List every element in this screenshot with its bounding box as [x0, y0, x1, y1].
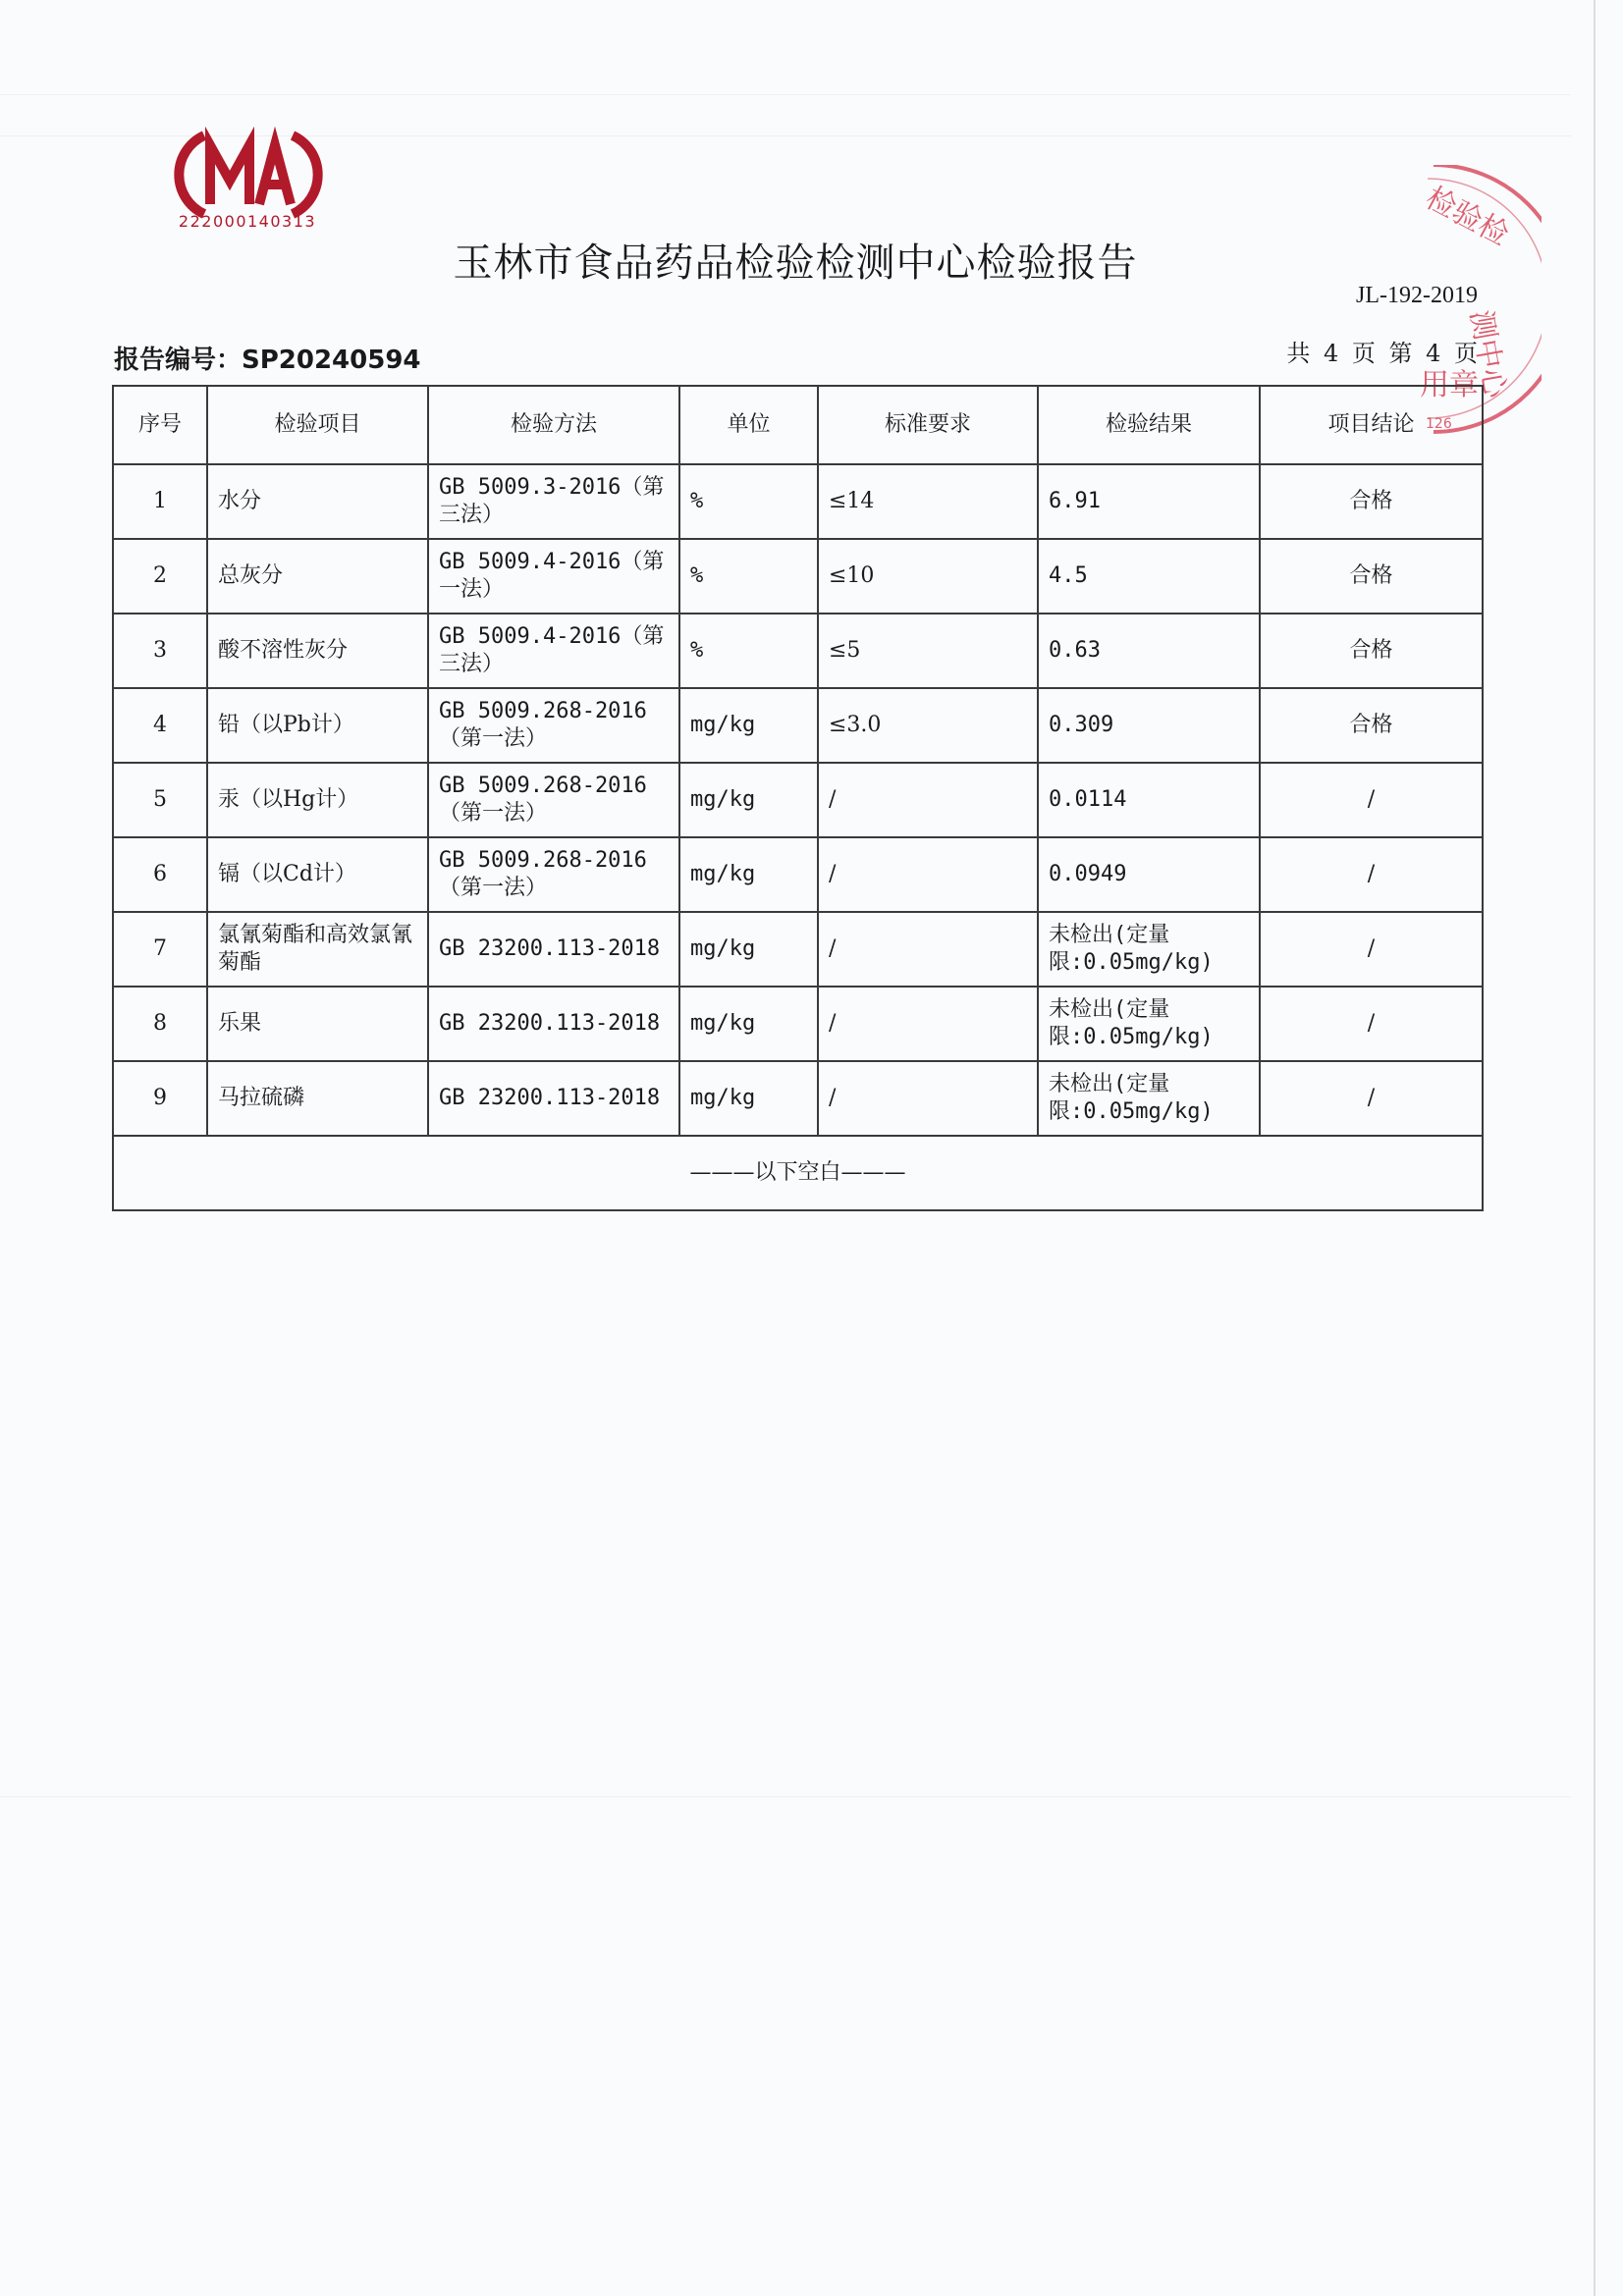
scan-artifact-line: [0, 94, 1571, 95]
cell-standard: ≤14: [818, 464, 1038, 539]
cell-item: 铅（以Pb计）: [207, 688, 428, 763]
cell-unit: %: [679, 539, 818, 614]
cell-method: GB 5009.268-2016（第一法）: [428, 763, 679, 837]
cell-conclusion: 合格: [1260, 464, 1483, 539]
cma-number: 222000140313: [178, 212, 317, 231]
cell-no: 1: [113, 464, 207, 539]
cell-result: 4.5: [1038, 539, 1260, 614]
cell-method: GB 5009.268-2016（第一法）: [428, 688, 679, 763]
page-info: 共 4 页 第 4 页: [1286, 340, 1478, 367]
cell-unit: mg/kg: [679, 837, 818, 912]
cell-result: 未检出(定量限:0.05mg/kg): [1038, 987, 1260, 1061]
table-row: [113, 688, 1483, 763]
cell-result: 未检出(定量限:0.05mg/kg): [1038, 912, 1260, 987]
cell-standard: /: [818, 837, 1038, 912]
cell-conclusion: /: [1260, 763, 1483, 837]
header-item: 检验项目: [207, 386, 428, 464]
cell-item: 水分: [207, 464, 428, 539]
cell-conclusion: /: [1260, 837, 1483, 912]
header-standard: 标准要求: [818, 386, 1038, 464]
cell-no: 8: [113, 987, 207, 1061]
cell-no: 9: [113, 1061, 207, 1136]
table-row: [113, 763, 1483, 837]
cell-item: 总灰分: [207, 539, 428, 614]
cell-result: 0.0949: [1038, 837, 1260, 912]
header-result: 检验结果: [1038, 386, 1260, 464]
header-conclusion: 项目结论: [1260, 386, 1483, 464]
table-row: [113, 539, 1483, 614]
cell-result: 0.63: [1038, 614, 1260, 688]
cell-item: 镉（以Cd计）: [207, 837, 428, 912]
table-row: [113, 837, 1483, 912]
page-title: 玉林市食品药品检验检测中心检验报告: [453, 240, 1138, 286]
svg-text:用章: 用章: [1420, 368, 1479, 402]
cell-conclusion: /: [1260, 912, 1483, 987]
header-no: 序号: [113, 386, 207, 464]
cell-unit: mg/kg: [679, 987, 818, 1061]
table-header-row: [113, 386, 1483, 464]
cell-unit: %: [679, 464, 818, 539]
cell-conclusion: /: [1260, 1061, 1483, 1136]
table-row: [113, 464, 1483, 539]
cell-result: 0.0114: [1038, 763, 1260, 837]
cell-method: GB 5009.3-2016（第三法）: [428, 464, 679, 539]
report-number: 报告编号：SP20240594: [114, 346, 421, 375]
cell-conclusion: 合格: [1260, 688, 1483, 763]
cell-standard: ≤3.0: [818, 688, 1038, 763]
cell-unit: mg/kg: [679, 688, 818, 763]
cell-standard: /: [818, 912, 1038, 987]
cell-standard: /: [818, 1061, 1038, 1136]
cell-no: 6: [113, 837, 207, 912]
cell-no: 2: [113, 539, 207, 614]
svg-text:测中心: 测中心: [1463, 307, 1513, 401]
cell-method: GB 23200.113-2018: [428, 987, 679, 1061]
cell-result: 0.309: [1038, 688, 1260, 763]
cell-method: GB 5009.4-2016（第三法）: [428, 614, 679, 688]
svg-text:126: 126: [1426, 416, 1452, 432]
table-row: [113, 1061, 1483, 1136]
cell-standard: /: [818, 763, 1038, 837]
cell-no: 7: [113, 912, 207, 987]
cell-unit: mg/kg: [679, 1061, 818, 1136]
cell-unit: mg/kg: [679, 763, 818, 837]
cell-method: GB 5009.268-2016（第一法）: [428, 837, 679, 912]
cell-method: GB 23200.113-2018: [428, 1061, 679, 1136]
cell-unit: %: [679, 614, 818, 688]
scan-artifact-line: [0, 1796, 1571, 1797]
cell-standard: ≤10: [818, 539, 1038, 614]
svg-text:检验检: 检验检: [1420, 181, 1515, 253]
cell-conclusion: 合格: [1260, 614, 1483, 688]
cell-item: 汞（以Hg计）: [207, 763, 428, 837]
cell-result: 6.91: [1038, 464, 1260, 539]
table-row: [113, 614, 1483, 688]
blank-footer-row: [113, 1136, 1483, 1210]
cell-unit: mg/kg: [679, 912, 818, 987]
cell-no: 4: [113, 688, 207, 763]
cell-conclusion: /: [1260, 987, 1483, 1061]
cell-conclusion: 合格: [1260, 539, 1483, 614]
cell-item: 酸不溶性灰分: [207, 614, 428, 688]
blank-below-marker: ———以下空白———: [113, 1136, 1483, 1210]
results-table: [112, 385, 1484, 1211]
header-unit: 单位: [679, 386, 818, 464]
cell-no: 3: [113, 614, 207, 688]
form-code: JL-192-2019: [1356, 283, 1478, 308]
cell-method: GB 23200.113-2018: [428, 912, 679, 987]
cell-item: 乐果: [207, 987, 428, 1061]
header-method: 检验方法: [428, 386, 679, 464]
cell-method: GB 5009.4-2016（第一法）: [428, 539, 679, 614]
cell-item: 马拉硫磷: [207, 1061, 428, 1136]
cell-no: 5: [113, 763, 207, 837]
scan-page-edge: [1594, 0, 1596, 2296]
table-row: [113, 912, 1483, 987]
table-row: [113, 987, 1483, 1061]
cell-standard: /: [818, 987, 1038, 1061]
cell-standard: ≤5: [818, 614, 1038, 688]
cell-item: 氯氰菊酯和高效氯氰菊酯: [207, 912, 428, 987]
cell-result: 未检出(定量限:0.05mg/kg): [1038, 1061, 1260, 1136]
